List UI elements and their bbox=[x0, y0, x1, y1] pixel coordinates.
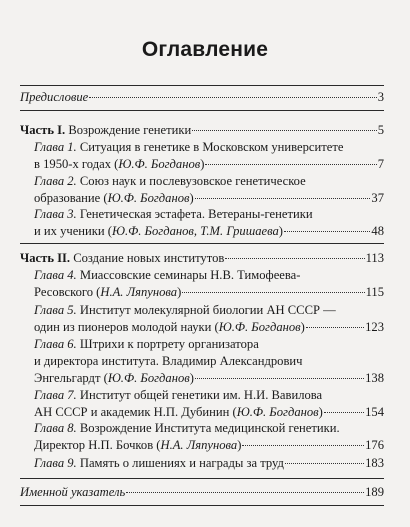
chapter-title: Ситуация в генетике в Московском университете bbox=[79, 140, 344, 154]
paren: ) bbox=[200, 157, 205, 171]
chapter-label: Глава 4. bbox=[34, 268, 77, 282]
toc-entry-chapter-5 bbox=[34, 302, 384, 336]
toc-entry-chapter-4 bbox=[34, 267, 384, 301]
chapter-title-cont: и директора института. Владимир Александрович bbox=[34, 354, 303, 368]
page-number: 189 bbox=[365, 485, 384, 499]
chapter-title: Миассовские семинары Н.В. Тимофеева- bbox=[79, 268, 301, 282]
part-title: Создание новых институтов bbox=[73, 251, 225, 265]
divider bbox=[20, 85, 384, 86]
page-number: 48 bbox=[371, 224, 384, 238]
dot-leader bbox=[182, 292, 364, 293]
chapter-title-cont: Директор Н.П. Бочков ( bbox=[34, 438, 161, 452]
chapter-title: Союз наук и послевузовское генетическое bbox=[79, 174, 306, 188]
page-number: 115 bbox=[365, 285, 384, 299]
paren: ) bbox=[318, 405, 323, 419]
chapter-author: Ю.Ф. Богданов bbox=[107, 371, 190, 385]
page-title: Оглавление bbox=[141, 38, 269, 61]
divider bbox=[20, 478, 384, 479]
part-label: Часть II. bbox=[20, 251, 71, 265]
chapter-title-cont: в 1950-х годах ( bbox=[34, 157, 119, 171]
chapter-title: Возрождение Института медицинской генетики. bbox=[79, 421, 340, 435]
page-number: 5 bbox=[377, 123, 384, 137]
chapter-label: Глава 8. bbox=[34, 421, 77, 435]
divider bbox=[20, 110, 384, 111]
page-number: 37 bbox=[371, 191, 384, 205]
entry-label: Предисловие bbox=[20, 90, 89, 104]
page-number: 123 bbox=[365, 320, 384, 334]
paren: ) bbox=[189, 371, 194, 385]
page-number: 176 bbox=[365, 438, 384, 452]
dot-leader bbox=[89, 97, 376, 98]
chapter-label: Глава 5. bbox=[34, 303, 77, 317]
dot-leader bbox=[195, 378, 364, 379]
dot-leader bbox=[242, 445, 364, 446]
chapter-author: Н.А. Ляпунова bbox=[160, 438, 238, 452]
chapter-title-cont: и их ученики ( bbox=[34, 224, 112, 238]
dot-leader bbox=[192, 130, 376, 131]
toc-entry-chapter-9 bbox=[34, 455, 384, 472]
chapter-author: Н.А. Ляпунова bbox=[100, 285, 178, 299]
paren: ) bbox=[300, 320, 305, 334]
toc-entry-chapter-6 bbox=[34, 336, 384, 387]
chapter-title: Память о лишениях и награды за труд bbox=[79, 456, 284, 470]
chapter-label: Глава 6. bbox=[34, 337, 77, 351]
dot-leader bbox=[285, 463, 364, 464]
chapter-label: Глава 2. bbox=[34, 174, 77, 188]
paren: ) bbox=[189, 191, 194, 205]
toc-entry-preface bbox=[20, 89, 384, 106]
chapter-author: Ю.Ф. Богданов bbox=[218, 320, 301, 334]
dot-leader bbox=[284, 231, 370, 232]
toc-entry-chapter-3 bbox=[34, 206, 384, 240]
dot-leader bbox=[306, 327, 364, 328]
chapter-label: Глава 7. bbox=[34, 388, 77, 402]
dot-leader bbox=[225, 258, 364, 259]
chapter-author: Ю.Ф. Богданов bbox=[236, 405, 319, 419]
chapter-title-cont: один из пионеров молодой науки ( bbox=[34, 320, 219, 334]
chapter-author: Ю.Ф. Богданов, Т.М. Гришаева bbox=[111, 224, 279, 238]
chapter-label: Глава 9. bbox=[34, 456, 77, 470]
page-number: 183 bbox=[365, 456, 384, 470]
chapter-label: Глава 1. bbox=[34, 140, 77, 154]
divider bbox=[20, 243, 384, 244]
chapter-label: Глава 3. bbox=[34, 207, 77, 221]
toc-entry-chapter-7 bbox=[34, 387, 384, 421]
entry-label: Именной указатель bbox=[20, 485, 126, 499]
chapter-title: Генетическая эстафета. Ветераны-генетики bbox=[79, 207, 313, 221]
chapter-author: Ю.Ф. Богданов bbox=[118, 157, 201, 171]
dot-leader bbox=[205, 164, 376, 165]
toc-entry-index bbox=[20, 484, 384, 501]
page-number: 138 bbox=[365, 371, 384, 385]
paren: ) bbox=[177, 285, 182, 299]
divider bbox=[20, 505, 384, 506]
paren: ) bbox=[237, 438, 242, 452]
toc-entry-part2 bbox=[20, 250, 384, 267]
page-number: 7 bbox=[377, 157, 384, 171]
toc-entry-part1 bbox=[20, 122, 384, 139]
dot-leader bbox=[126, 492, 364, 493]
chapter-title-cont: Ресовского ( bbox=[34, 285, 101, 299]
page-number: 3 bbox=[377, 90, 384, 104]
paren: ) bbox=[278, 224, 283, 238]
part-title: Возрождение генетики bbox=[68, 123, 192, 137]
chapter-title-cont: образование ( bbox=[34, 191, 108, 205]
toc-entry-chapter-2 bbox=[34, 173, 384, 207]
chapter-title-cont: Энгельгардт ( bbox=[34, 371, 108, 385]
dot-leader bbox=[195, 198, 371, 199]
chapter-title: Институт общей генетики им. Н.И. Вавилова bbox=[79, 388, 323, 402]
chapter-title: Штрихи к портрету организатора bbox=[79, 337, 259, 351]
part-label: Часть I. bbox=[20, 123, 66, 137]
dot-leader bbox=[324, 412, 364, 413]
page-number: 154 bbox=[365, 405, 384, 419]
chapter-title: Институт молекулярной биологии АН СССР — bbox=[79, 303, 336, 317]
toc-entry-chapter-1 bbox=[34, 139, 384, 173]
page-number: 113 bbox=[365, 251, 384, 265]
chapter-title-cont: АН СССР и академик Н.П. Дубинин ( bbox=[34, 405, 237, 419]
chapter-author: Ю.Ф. Богданов bbox=[107, 191, 190, 205]
toc-entry-chapter-8 bbox=[34, 420, 384, 454]
